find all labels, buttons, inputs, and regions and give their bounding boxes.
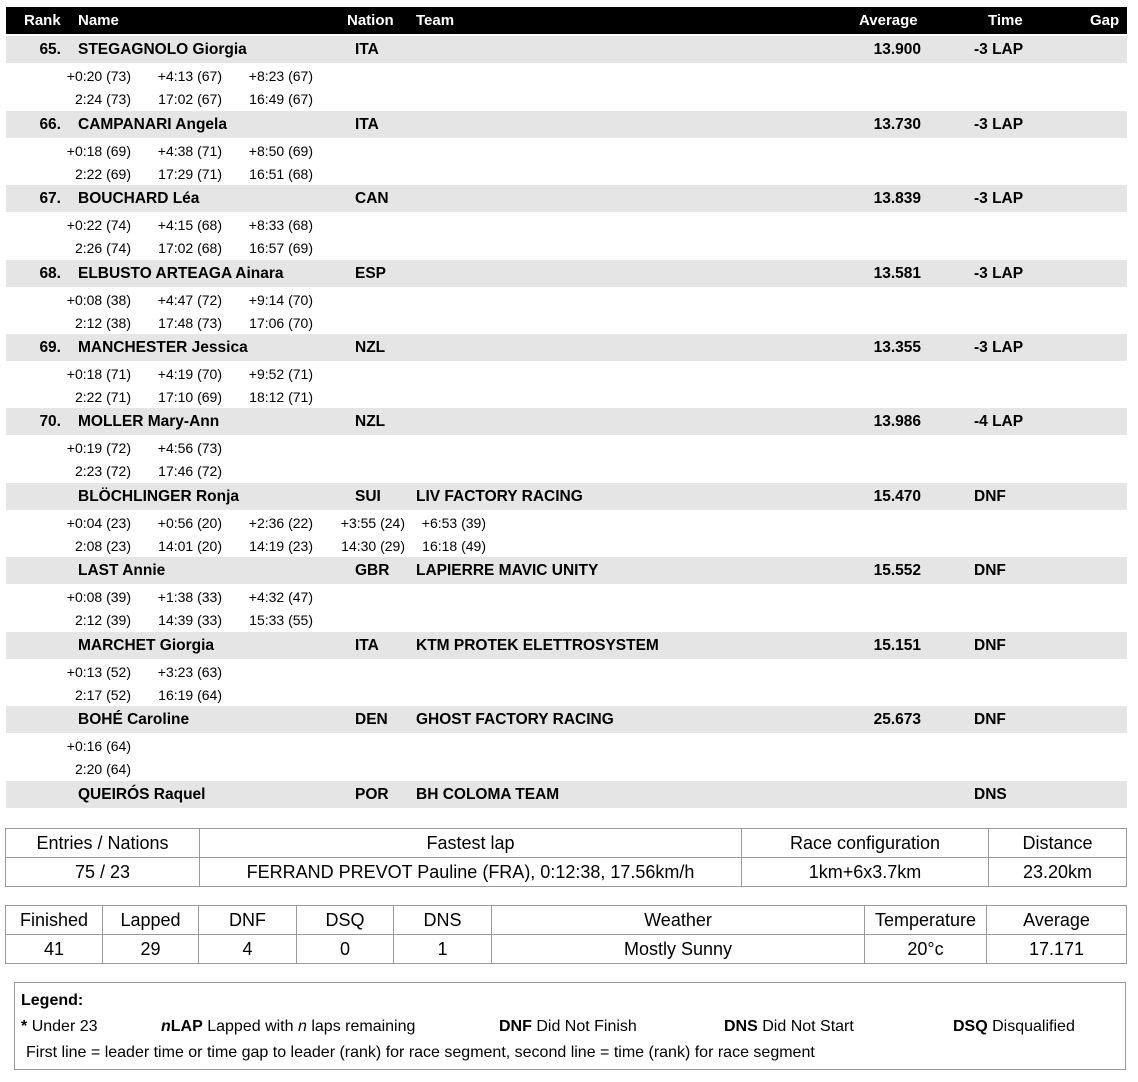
segment-time: 16:19 (64) — [158, 687, 222, 703]
segment-time: 2:24 (73) — [74, 91, 131, 107]
segment-time: 16:51 (68) — [249, 166, 313, 182]
fastest-lap-value: FERRAND PREVOT Pauline (FRA), 0:12:38, 17.56km/h — [200, 858, 742, 887]
rider-row — [6, 706, 1127, 733]
dnf-value: 4 — [199, 935, 297, 964]
legend-dsq-symbol: DSQ — [953, 1018, 988, 1035]
rider-time: -3 LAP — [974, 265, 1024, 282]
rider-team: LIV FACTORY RACING — [416, 488, 583, 505]
header-team: Team — [416, 12, 455, 29]
results-header — [6, 7, 1127, 34]
segment-time: 2:20 (64) — [74, 761, 131, 777]
segment-time: 2:23 (72) — [74, 463, 131, 479]
header-nation: Nation — [347, 12, 394, 29]
distance-header: Distance — [989, 829, 1127, 858]
segment-gap: +0:08 (39) — [66, 589, 131, 605]
race-summary-table — [5, 828, 1127, 887]
legend-box — [14, 982, 1126, 1070]
rider-rank: 70. — [39, 413, 61, 430]
segment-gap: +4:56 (73) — [157, 440, 222, 456]
entries-header: Entries / Nations — [6, 829, 200, 858]
legend-dnf — [499, 1018, 637, 1036]
segment-gap: +3:55 (24) — [340, 515, 405, 531]
segment-gap: +0:04 (23) — [66, 515, 131, 531]
segment-gap: +4:19 (70) — [157, 366, 222, 382]
legend-dnf-symbol: DNF — [499, 1018, 532, 1035]
rider-time: DNF — [974, 488, 1006, 505]
rider-name: MANCHESTER Jessica — [78, 339, 248, 356]
rider-average: 25.673 — [873, 711, 921, 728]
dns-value: 1 — [394, 935, 492, 964]
header-time: Time — [988, 12, 1023, 29]
segment-time: 14:01 (20) — [158, 538, 222, 554]
rider-name: MOLLER Mary-Ann — [78, 413, 220, 430]
rider-name: LAST Annie — [78, 562, 166, 579]
temperature-header: Temperature — [865, 906, 987, 935]
rider-team: LAPIERRE MAVIC UNITY — [416, 562, 599, 579]
rider-rank: 69. — [39, 339, 61, 356]
rider-time: -3 LAP — [974, 116, 1024, 133]
segment-time: 17:02 (67) — [158, 91, 222, 107]
legend-dnf-text: Did Not Finish — [536, 1018, 637, 1035]
segment-time: 17:29 (71) — [158, 166, 222, 182]
segment-time: 17:06 (70) — [249, 315, 313, 331]
rider-team: GHOST FACTORY RACING — [416, 711, 614, 728]
legend-u23 — [21, 1018, 98, 1036]
legend-dsq — [953, 1018, 1075, 1036]
rider-name: MARCHET Giorgia — [78, 637, 215, 654]
segment-time: 2:12 (38) — [74, 315, 131, 331]
segment-gap: +4:47 (72) — [157, 292, 222, 308]
average-header: Average — [987, 906, 1127, 935]
dns-header: DNS — [394, 906, 492, 935]
segment-gap: +1:38 (33) — [157, 589, 222, 605]
legend-lap-n: n — [161, 1018, 171, 1035]
rider-nation: ITA — [355, 116, 379, 133]
rider-time: DNF — [974, 562, 1006, 579]
rider-nation: ESP — [355, 265, 387, 282]
rider-nation: CAN — [355, 190, 389, 207]
dsq-header: DSQ — [297, 906, 394, 935]
rider-nation: GBR — [355, 562, 390, 579]
race-stats-table — [5, 905, 1127, 964]
segment-gap: +0:08 (38) — [66, 292, 131, 308]
lapped-value: 29 — [103, 935, 199, 964]
race-config-value: 1km+6x3.7km — [742, 858, 989, 887]
rider-name: BOHÉ Caroline — [78, 711, 190, 728]
rider-average: 15.552 — [873, 562, 921, 579]
rider-average: 13.900 — [873, 41, 921, 58]
rider-row — [6, 781, 1127, 808]
segment-gap: +8:33 (68) — [248, 217, 313, 233]
segment-gap: +9:52 (71) — [248, 366, 313, 382]
rider-row — [6, 260, 1127, 287]
segment-gap: +0:18 (71) — [66, 366, 131, 382]
segment-time: 16:49 (67) — [249, 91, 313, 107]
fastest-lap-header: Fastest lap — [200, 829, 742, 858]
segment-gap: +0:16 (64) — [66, 738, 131, 754]
rider-time: DNS — [974, 786, 1007, 803]
rider-time: DNF — [974, 711, 1006, 728]
rider-row — [6, 483, 1127, 510]
rider-rank: 65. — [39, 41, 61, 58]
rider-rank: 67. — [39, 190, 61, 207]
rider-nation: ITA — [355, 41, 379, 58]
race-config-header: Race configuration — [742, 829, 989, 858]
rider-time: -3 LAP — [974, 41, 1024, 58]
distance-value: 23.20km — [989, 858, 1127, 887]
segment-time: 2:22 (71) — [74, 389, 131, 405]
rider-name: CAMPANARI Angela — [78, 116, 227, 133]
segment-gap: +4:32 (47) — [248, 589, 313, 605]
finished-value: 41 — [6, 935, 103, 964]
rider-row — [6, 111, 1127, 138]
segment-time: 17:46 (72) — [158, 463, 222, 479]
rider-row — [6, 632, 1127, 659]
rider-average: 13.581 — [873, 265, 921, 282]
rider-rank: 66. — [39, 116, 61, 133]
legend-lap-text-n: n — [297, 1018, 307, 1035]
header-gap: Gap — [1090, 12, 1120, 29]
rider-nation: ITA — [355, 637, 379, 654]
segment-time: 17:02 (68) — [158, 240, 222, 256]
rider-nation: DEN — [355, 711, 388, 728]
segment-time: 2:26 (74) — [74, 240, 131, 256]
rider-nation: SUI — [355, 488, 381, 505]
rider-time: -3 LAP — [974, 190, 1024, 207]
rider-average: 13.986 — [873, 413, 921, 430]
legend-lap-text-a: Lapped with — [207, 1018, 294, 1035]
rider-time: -3 LAP — [974, 339, 1024, 356]
segment-time: 2:12 (39) — [74, 612, 131, 628]
weather-header: Weather — [492, 906, 865, 935]
legend-lap-text-b: laps remaining — [311, 1018, 416, 1035]
finished-header: Finished — [6, 906, 103, 935]
segment-time: 17:48 (73) — [158, 315, 222, 331]
segment-time: 2:08 (23) — [74, 538, 131, 554]
header-rank: Rank — [24, 12, 61, 29]
segment-gap: +8:50 (69) — [248, 143, 313, 159]
rider-nation: POR — [355, 786, 389, 803]
legend-lap — [161, 1018, 415, 1036]
segment-gap: +0:18 (69) — [66, 143, 131, 159]
rider-row — [6, 334, 1127, 361]
segment-time: 14:19 (23) — [249, 538, 313, 554]
segment-time: 15:33 (55) — [249, 612, 313, 628]
segment-gap: +2:36 (22) — [248, 515, 313, 531]
rider-row — [6, 557, 1127, 584]
rider-name: BOUCHARD Léa — [78, 190, 200, 207]
rider-average: 13.730 — [873, 116, 921, 133]
dnf-header: DNF — [199, 906, 297, 935]
segment-time: 16:57 (69) — [249, 240, 313, 256]
rider-team: KTM PROTEK ELETTROSYSTEM — [416, 637, 659, 654]
rider-average: 13.839 — [873, 190, 921, 207]
segment-time: 18:12 (71) — [249, 389, 313, 405]
segment-gap: +0:22 (74) — [66, 217, 131, 233]
entries-value: 75 / 23 — [6, 858, 200, 887]
rider-name: QUEIRÓS Raquel — [78, 786, 206, 803]
lapped-header: Lapped — [103, 906, 199, 935]
rider-name: ELBUSTO ARTEAGA Ainara — [78, 265, 284, 282]
segment-time: 14:30 (29) — [341, 538, 405, 554]
segment-gap: +3:23 (63) — [157, 664, 222, 680]
segment-gap: +8:23 (67) — [248, 68, 313, 84]
segment-time: 16:18 (49) — [422, 538, 486, 554]
header-average: Average — [859, 12, 918, 29]
segment-gap: +0:56 (20) — [157, 515, 222, 531]
segment-gap: +6:53 (39) — [421, 515, 486, 531]
rider-row — [6, 408, 1127, 435]
rider-row — [6, 185, 1127, 212]
rider-row — [6, 36, 1127, 63]
segment-gap: +4:38 (71) — [157, 143, 222, 159]
segment-gap: +0:13 (52) — [66, 664, 131, 680]
rider-average: 15.470 — [873, 488, 921, 505]
weather-value: Mostly Sunny — [492, 935, 865, 964]
legend-lap-symbol: LAP — [170, 1018, 203, 1035]
rider-average: 13.355 — [873, 339, 921, 356]
rider-team: BH COLOMA TEAM — [416, 786, 560, 803]
header-name: Name — [78, 12, 119, 29]
segment-gap: +4:15 (68) — [157, 217, 222, 233]
rider-average: 15.151 — [873, 637, 921, 654]
legend-dns — [724, 1018, 854, 1036]
rider-rank: 68. — [39, 265, 61, 282]
legend-title: Legend: — [21, 992, 84, 1009]
segment-time: 2:17 (52) — [74, 687, 131, 703]
segment-time: 2:22 (69) — [74, 166, 131, 182]
temperature-value: 20°c — [865, 935, 987, 964]
rider-time: DNF — [974, 637, 1006, 654]
average-value: 17.171 — [987, 935, 1127, 964]
rider-nation: NZL — [355, 413, 386, 430]
legend-dns-symbol: DNS — [724, 1018, 758, 1035]
legend-dns-text: Did Not Start — [762, 1018, 854, 1035]
rider-name: STEGAGNOLO Giorgia — [78, 41, 247, 58]
segment-gap: +9:14 (70) — [248, 292, 313, 308]
segment-gap: +4:13 (67) — [157, 68, 222, 84]
segment-time: 17:10 (69) — [158, 389, 222, 405]
legend-u23-symbol: * — [21, 1018, 28, 1035]
legend-note: First line = leader time or time gap to leader (rank) for race segment, second line = time (rank) for race segment — [26, 1044, 815, 1061]
segment-gap: +0:20 (73) — [66, 68, 131, 84]
segment-gap: +0:19 (72) — [66, 440, 131, 456]
rider-time: -4 LAP — [974, 413, 1024, 430]
rider-name: BLÖCHLINGER Ronja — [78, 488, 240, 505]
segment-time: 14:39 (33) — [158, 612, 222, 628]
legend-dsq-text: Disqualified — [992, 1018, 1075, 1035]
dsq-value: 0 — [297, 935, 394, 964]
legend-u23-text: Under 23 — [31, 1018, 98, 1035]
rider-nation: NZL — [355, 339, 386, 356]
